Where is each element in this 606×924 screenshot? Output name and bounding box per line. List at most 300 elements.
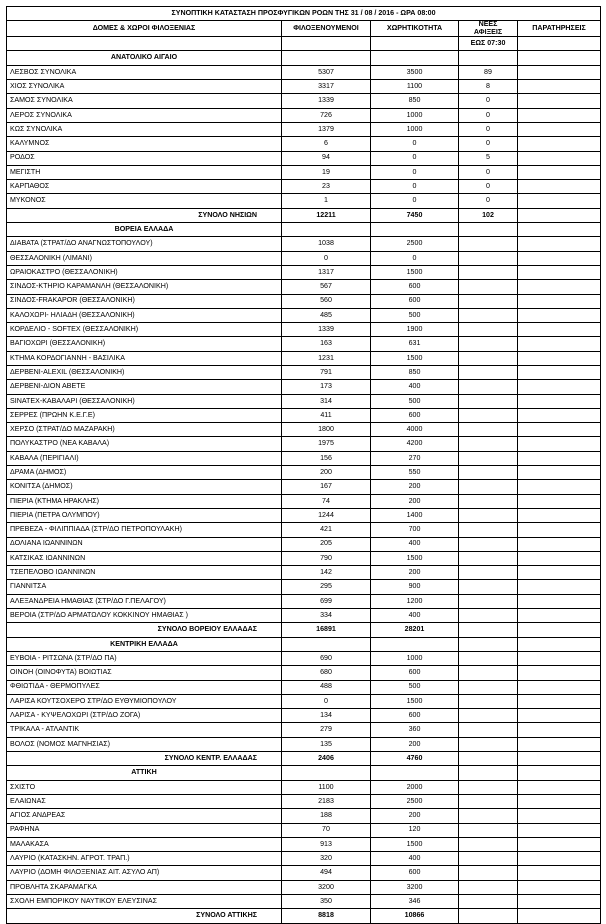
facility-name: ΚΑΤΣΙΚΑΣ ΙΩΑΝΝΙΝΩΝ bbox=[7, 551, 282, 565]
section-total-capacity: 4760 bbox=[371, 752, 459, 766]
hosted-value: 567 bbox=[282, 280, 371, 294]
remarks-value bbox=[518, 194, 601, 208]
capacity-value: 200 bbox=[371, 480, 459, 494]
remarks-value bbox=[518, 394, 601, 408]
table-row bbox=[7, 780, 601, 794]
new-arrivals-value bbox=[459, 251, 518, 265]
section-title: ΚΕΝΤΡΙΚΗ ΕΛΛΑΔΑ bbox=[7, 637, 282, 651]
capacity-value: 1500 bbox=[371, 837, 459, 851]
remarks-value bbox=[518, 323, 601, 337]
table-header-row bbox=[7, 21, 601, 37]
hosted-value: 494 bbox=[282, 866, 371, 880]
hosted-value: 94 bbox=[282, 151, 371, 165]
table-row bbox=[7, 809, 601, 823]
section-total-arrivals bbox=[459, 623, 518, 637]
capacity-value: 0 bbox=[371, 194, 459, 208]
section-total-arrivals: 102 bbox=[459, 208, 518, 222]
capacity-value: 600 bbox=[371, 666, 459, 680]
capacity-value: 1000 bbox=[371, 122, 459, 136]
new-arrivals-value bbox=[459, 551, 518, 565]
new-arrivals-value bbox=[459, 680, 518, 694]
capacity-value: 4000 bbox=[371, 423, 459, 437]
table-row bbox=[7, 523, 601, 537]
capacity-value: 1100 bbox=[371, 80, 459, 94]
column-header-name: ΔΟΜΕΣ & ΧΩΡΟΙ ΦΙΛΟΞΕΝΙΑΣ bbox=[7, 21, 282, 37]
facility-name: ΛΑΡΙΣΑ ΚΟΥΤΣΟΧΕΡΟ ΣΤΡ/ΔΟ ΕΥΘΥΜΙΟΠΟΥΛΟΥ bbox=[7, 694, 282, 708]
capacity-value: 400 bbox=[371, 380, 459, 394]
table-row bbox=[7, 237, 601, 251]
remarks-value bbox=[518, 666, 601, 680]
capacity-value: 500 bbox=[371, 308, 459, 322]
new-arrivals-value bbox=[459, 508, 518, 522]
capacity-value: 850 bbox=[371, 94, 459, 108]
remarks-value bbox=[518, 894, 601, 908]
hosted-value: 350 bbox=[282, 894, 371, 908]
new-arrivals-value bbox=[459, 466, 518, 480]
hosted-value: 913 bbox=[282, 837, 371, 851]
capacity-value: 1000 bbox=[371, 651, 459, 665]
capacity-value: 2500 bbox=[371, 237, 459, 251]
hosted-value: 334 bbox=[282, 609, 371, 623]
capacity-value: 600 bbox=[371, 408, 459, 422]
section-capacity-cell bbox=[371, 223, 459, 237]
table-row bbox=[7, 308, 601, 322]
hosted-value: 135 bbox=[282, 737, 371, 751]
hosted-value: 690 bbox=[282, 651, 371, 665]
table-row bbox=[7, 180, 601, 194]
hosted-value: 156 bbox=[282, 451, 371, 465]
facility-name: ΤΣΕΠΕΛΟΒΟ ΙΩΑΝΝΙΝΩΝ bbox=[7, 566, 282, 580]
hosted-value: 791 bbox=[282, 366, 371, 380]
capacity-value: 0 bbox=[371, 137, 459, 151]
table-row bbox=[7, 94, 601, 108]
remarks-value bbox=[518, 508, 601, 522]
new-arrivals-value bbox=[459, 494, 518, 508]
section-total-label: ΣΥΝΟΛΟ ΚΕΝΤΡ. ΕΛΛΑΔΑΣ bbox=[7, 752, 282, 766]
hosted-value: 173 bbox=[282, 380, 371, 394]
new-arrivals-value: 0 bbox=[459, 165, 518, 179]
facility-name: ΠΙΕΡΙΑ (ΚΤΗΜΑ ΗΡΑΚΛΗΣ) bbox=[7, 494, 282, 508]
remarks-value bbox=[518, 408, 601, 422]
new-arrivals-value: 5 bbox=[459, 151, 518, 165]
new-arrivals-value bbox=[459, 651, 518, 665]
capacity-value: 500 bbox=[371, 680, 459, 694]
new-arrivals-value bbox=[459, 523, 518, 537]
hosted-value: 1231 bbox=[282, 351, 371, 365]
remarks-value bbox=[518, 237, 601, 251]
facility-name: ΑΓΙΟΣ ΑΝΔΡΕΑΣ bbox=[7, 809, 282, 823]
subheader-capacity-cell bbox=[371, 37, 459, 51]
capacity-value: 200 bbox=[371, 737, 459, 751]
capacity-value: 2500 bbox=[371, 794, 459, 808]
capacity-value: 3500 bbox=[371, 65, 459, 79]
new-arrivals-value: 0 bbox=[459, 180, 518, 194]
capacity-value: 500 bbox=[371, 394, 459, 408]
facility-name: ΚΤΗΜΑ ΚΟΡΔΟΓΙΑΝΝΗ - ΒΑΣΙΛΙΚΑ bbox=[7, 351, 282, 365]
hosted-value: 70 bbox=[282, 823, 371, 837]
capacity-value: 1200 bbox=[371, 594, 459, 608]
table-row bbox=[7, 323, 601, 337]
remarks-value bbox=[518, 723, 601, 737]
new-arrivals-value bbox=[459, 308, 518, 322]
refugee-flows-table bbox=[6, 6, 601, 924]
hosted-value: 3200 bbox=[282, 880, 371, 894]
table-row bbox=[7, 794, 601, 808]
facility-name: ΑΛΕΞΑΝΔΡΕΙΑ ΗΜΑΘΙΑΣ (ΣΤΡ/ΔΟ Γ.ΠΕΛΑΓΟΥ) bbox=[7, 594, 282, 608]
table-row bbox=[7, 737, 601, 751]
new-arrivals-value bbox=[459, 823, 518, 837]
hosted-value: 1975 bbox=[282, 437, 371, 451]
new-arrivals-value bbox=[459, 809, 518, 823]
remarks-value bbox=[518, 94, 601, 108]
table-row bbox=[7, 823, 601, 837]
capacity-value: 700 bbox=[371, 523, 459, 537]
table-row bbox=[7, 666, 601, 680]
table-row bbox=[7, 651, 601, 665]
hosted-value: 205 bbox=[282, 537, 371, 551]
facility-name: ΚΑΡΠΑΘΟΣ bbox=[7, 180, 282, 194]
hosted-value: 699 bbox=[282, 594, 371, 608]
section-total-row bbox=[7, 208, 601, 222]
capacity-value: 1900 bbox=[371, 323, 459, 337]
new-arrivals-value bbox=[459, 566, 518, 580]
capacity-value: 0 bbox=[371, 151, 459, 165]
table-row bbox=[7, 837, 601, 851]
column-header-remarks: ΠΑΡΑΤΗΡΗΣΕΙΣ bbox=[518, 21, 601, 37]
facility-name: ΠΟΛΥΚΑΣΤΡΟ (ΝΕΑ ΚΑΒΑΛΑ) bbox=[7, 437, 282, 451]
section-total-hosted: 2406 bbox=[282, 752, 371, 766]
new-arrivals-value bbox=[459, 837, 518, 851]
table-row bbox=[7, 366, 601, 380]
capacity-value: 550 bbox=[371, 466, 459, 480]
remarks-value bbox=[518, 423, 601, 437]
remarks-value bbox=[518, 165, 601, 179]
hosted-value: 163 bbox=[282, 337, 371, 351]
remarks-value bbox=[518, 880, 601, 894]
facility-name: ΚΟΡΔΕΛΙΟ - SOFTEX (ΘΕΣΣΑΛΟΝΙΚΗ) bbox=[7, 323, 282, 337]
facility-name: ΧΕΡΣΟ (ΣΤΡΑΤ/ΔΟ ΜΑΖΑΡΑΚΗ) bbox=[7, 423, 282, 437]
new-arrivals-value bbox=[459, 294, 518, 308]
new-arrivals-value bbox=[459, 794, 518, 808]
new-arrivals-value bbox=[459, 737, 518, 751]
section-hosted-cell bbox=[282, 766, 371, 780]
hosted-value: 0 bbox=[282, 694, 371, 708]
facility-name: ΣΑΜΟΣ ΣΥΝΟΛΙΚΑ bbox=[7, 94, 282, 108]
capacity-value: 360 bbox=[371, 723, 459, 737]
facility-name: ΚΑΛΟΧΩΡΙ- ΗΛΙΑΔΗ (ΘΕΣΣΑΛΟΝΙΚΗ) bbox=[7, 308, 282, 322]
facility-name: SINATEX-ΚΑΒΑΛΑΡΙ (ΘΕΣΣΑΛΟΝΙΚΗ) bbox=[7, 394, 282, 408]
remarks-value bbox=[518, 823, 601, 837]
section-total-capacity: 7450 bbox=[371, 208, 459, 222]
table-row bbox=[7, 880, 601, 894]
hosted-value: 5307 bbox=[282, 65, 371, 79]
remarks-value bbox=[518, 108, 601, 122]
table-row bbox=[7, 108, 601, 122]
hosted-value: 314 bbox=[282, 394, 371, 408]
hosted-value: 680 bbox=[282, 666, 371, 680]
subheader-hosted-cell bbox=[282, 37, 371, 51]
new-arrivals-value: 0 bbox=[459, 122, 518, 136]
facility-name: ΒΑΓΙΟΧΩΡΙ (ΘΕΣΣΑΛΟΝΙΚΗ) bbox=[7, 337, 282, 351]
table-row bbox=[7, 680, 601, 694]
facility-name: ΘΕΣΣΑΛΟΝΙΚΗ (ΛΙΜΑΝΙ) bbox=[7, 251, 282, 265]
new-arrivals-value bbox=[459, 694, 518, 708]
capacity-value: 400 bbox=[371, 537, 459, 551]
capacity-value: 400 bbox=[371, 609, 459, 623]
section-total-arrivals bbox=[459, 752, 518, 766]
facility-name: ΔΕΡΒΕΝΙ-ALEXIL (ΘΕΣΣΑΛΟΝΙΚΗ) bbox=[7, 366, 282, 380]
new-arrivals-value bbox=[459, 237, 518, 251]
capacity-value: 346 bbox=[371, 894, 459, 908]
table-row bbox=[7, 566, 601, 580]
hosted-value: 167 bbox=[282, 480, 371, 494]
section-header-row bbox=[7, 51, 601, 65]
remarks-value bbox=[518, 852, 601, 866]
hosted-value: 560 bbox=[282, 294, 371, 308]
table-row bbox=[7, 723, 601, 737]
hosted-value: 6 bbox=[282, 137, 371, 151]
new-arrivals-value bbox=[459, 408, 518, 422]
remarks-value bbox=[518, 594, 601, 608]
hosted-value: 790 bbox=[282, 551, 371, 565]
table-row bbox=[7, 866, 601, 880]
remarks-value bbox=[518, 709, 601, 723]
new-arrivals-value bbox=[459, 580, 518, 594]
section-header-row bbox=[7, 223, 601, 237]
table-row bbox=[7, 709, 601, 723]
section-total-row bbox=[7, 909, 601, 923]
section-arrivals-cell bbox=[459, 766, 518, 780]
subheader-name-cell bbox=[7, 37, 282, 51]
facility-name: ΤΡΙΚΑΛΑ - ΑΤΛΑΝΤΙΚ bbox=[7, 723, 282, 737]
section-capacity-cell bbox=[371, 51, 459, 65]
hosted-value: 134 bbox=[282, 709, 371, 723]
section-remarks-cell bbox=[518, 51, 601, 65]
facility-name: ΣΧΙΣΤΟ bbox=[7, 780, 282, 794]
facility-name: ΛΕΣΒΟΣ ΣΥΝΟΛΙΚΑ bbox=[7, 65, 282, 79]
hosted-value: 1100 bbox=[282, 780, 371, 794]
remarks-value bbox=[518, 151, 601, 165]
table-row bbox=[7, 423, 601, 437]
facility-name: ΜΑΛΑΚΑΣΑ bbox=[7, 837, 282, 851]
section-total-row bbox=[7, 752, 601, 766]
table-row bbox=[7, 265, 601, 279]
table-row bbox=[7, 494, 601, 508]
new-arrivals-value bbox=[459, 880, 518, 894]
facility-name: ΧΙΟΣ ΣΥΝΟΛΙΚΑ bbox=[7, 80, 282, 94]
capacity-value: 1500 bbox=[371, 351, 459, 365]
subheader-remarks-cell bbox=[518, 37, 601, 51]
column-header-capacity: ΧΩΡΗΤΙΚΟΤΗΤΑ bbox=[371, 21, 459, 37]
section-total-remarks bbox=[518, 752, 601, 766]
hosted-value: 411 bbox=[282, 408, 371, 422]
new-arrivals-value bbox=[459, 351, 518, 365]
new-arrivals-value: 8 bbox=[459, 80, 518, 94]
section-total-capacity: 28201 bbox=[371, 623, 459, 637]
remarks-value bbox=[518, 551, 601, 565]
facility-name: ΔΟΛΙΑΝΑ ΙΩΑΝΝΙΝΩΝ bbox=[7, 537, 282, 551]
hosted-value: 1339 bbox=[282, 94, 371, 108]
table-row bbox=[7, 394, 601, 408]
new-arrivals-value bbox=[459, 609, 518, 623]
new-arrivals-value bbox=[459, 451, 518, 465]
hosted-value: 142 bbox=[282, 566, 371, 580]
remarks-value bbox=[518, 680, 601, 694]
capacity-value: 200 bbox=[371, 566, 459, 580]
capacity-value: 1400 bbox=[371, 508, 459, 522]
section-total-hosted: 8818 bbox=[282, 909, 371, 923]
hosted-value: 279 bbox=[282, 723, 371, 737]
remarks-value bbox=[518, 251, 601, 265]
facility-name: ΣΙΝΔΟΣ-ΚΤΗΡΙΟ ΚΑΡΑΜΑΝΛΗ (ΘΕΣΣΑΛΟΝΙΚΗ) bbox=[7, 280, 282, 294]
capacity-value: 2000 bbox=[371, 780, 459, 794]
facility-name: ΛΑΡΙΣΑ - ΚΥΨΕΛΟΧΩΡΙ (ΣΤΡ/ΔΟ ΖΟΓΑ) bbox=[7, 709, 282, 723]
capacity-value: 0 bbox=[371, 251, 459, 265]
column-header-new-arrivals-line1: ΝΕΕΣ bbox=[478, 20, 498, 29]
section-total-row bbox=[7, 623, 601, 637]
new-arrivals-value bbox=[459, 265, 518, 279]
remarks-value bbox=[518, 265, 601, 279]
table-row bbox=[7, 294, 601, 308]
capacity-value: 900 bbox=[371, 580, 459, 594]
facility-name: ΔΙΑΒΑΤΑ (ΣΤΡΑΤ/ΔΟ ΑΝΑΓΝΩΣΤΟΠΟΥΛΟΥ) bbox=[7, 237, 282, 251]
table-row bbox=[7, 480, 601, 494]
hosted-value: 421 bbox=[282, 523, 371, 537]
capacity-value: 1500 bbox=[371, 694, 459, 708]
table-row bbox=[7, 122, 601, 136]
remarks-value bbox=[518, 837, 601, 851]
new-arrivals-value bbox=[459, 866, 518, 880]
remarks-value bbox=[518, 280, 601, 294]
table-row bbox=[7, 380, 601, 394]
facility-name: ΚΟΝΙΤΣΑ (ΔΗΜΟΣ) bbox=[7, 480, 282, 494]
section-total-arrivals bbox=[459, 909, 518, 923]
remarks-value bbox=[518, 137, 601, 151]
new-arrivals-value bbox=[459, 594, 518, 608]
table-row bbox=[7, 80, 601, 94]
section-header-row bbox=[7, 637, 601, 651]
remarks-value bbox=[518, 780, 601, 794]
remarks-value bbox=[518, 737, 601, 751]
section-total-remarks bbox=[518, 623, 601, 637]
new-arrivals-value bbox=[459, 437, 518, 451]
new-arrivals-value bbox=[459, 709, 518, 723]
hosted-value: 1244 bbox=[282, 508, 371, 522]
capacity-value: 1500 bbox=[371, 551, 459, 565]
hosted-value: 0 bbox=[282, 251, 371, 265]
new-arrivals-value bbox=[459, 666, 518, 680]
table-row bbox=[7, 537, 601, 551]
hosted-value: 1379 bbox=[282, 122, 371, 136]
new-arrivals-value: 0 bbox=[459, 108, 518, 122]
hosted-value: 2183 bbox=[282, 794, 371, 808]
facility-name: ΛΕΡΟΣ ΣΥΝΟΛΙΚΑ bbox=[7, 108, 282, 122]
capacity-value: 270 bbox=[371, 451, 459, 465]
remarks-value bbox=[518, 651, 601, 665]
section-remarks-cell bbox=[518, 766, 601, 780]
table-row bbox=[7, 65, 601, 79]
facility-name: ΠΡΕΒΕΖΑ - ΦΙΛΙΠΠΙΑΔΑ (ΣΤΡ/ΔΟ ΠΕΤΡΟΠΟΥΛΑΚΗ) bbox=[7, 523, 282, 537]
remarks-value bbox=[518, 380, 601, 394]
section-title: ΒΟΡΕΙΑ ΕΛΛΑΔΑ bbox=[7, 223, 282, 237]
hosted-value: 188 bbox=[282, 809, 371, 823]
hosted-value: 19 bbox=[282, 165, 371, 179]
remarks-value bbox=[518, 451, 601, 465]
new-arrivals-value bbox=[459, 537, 518, 551]
table-subheader-row bbox=[7, 37, 601, 51]
table-row bbox=[7, 609, 601, 623]
hosted-value: 1800 bbox=[282, 423, 371, 437]
facility-name: ΜΕΓΙΣΤΗ bbox=[7, 165, 282, 179]
capacity-value: 200 bbox=[371, 494, 459, 508]
remarks-value bbox=[518, 80, 601, 94]
hosted-value: 485 bbox=[282, 308, 371, 322]
facility-name: ΣΙΝΔΟΣ-FRAKAPOR (ΘΕΣΣΑΛΟΝΙΚΗ) bbox=[7, 294, 282, 308]
remarks-value bbox=[518, 609, 601, 623]
section-hosted-cell bbox=[282, 51, 371, 65]
capacity-value: 1000 bbox=[371, 108, 459, 122]
facility-name: ΚΑΒΑΛΑ (ΠΕΡΙΓΙΑΛΙ) bbox=[7, 451, 282, 465]
remarks-value bbox=[518, 180, 601, 194]
remarks-value bbox=[518, 466, 601, 480]
facility-name: ΦΘΙΩΤΙΔΑ - ΘΕΡΜΟΠΥΛΕΣ bbox=[7, 680, 282, 694]
table-row bbox=[7, 852, 601, 866]
section-total-remarks bbox=[518, 208, 601, 222]
remarks-value bbox=[518, 494, 601, 508]
hosted-value: 1317 bbox=[282, 265, 371, 279]
table-row bbox=[7, 594, 601, 608]
facility-name: ΠΙΕΡΙΑ (ΠΕΤΡΑ ΟΛΥΜΠΟΥ) bbox=[7, 508, 282, 522]
capacity-value: 850 bbox=[371, 366, 459, 380]
remarks-value bbox=[518, 566, 601, 580]
hosted-value: 3317 bbox=[282, 80, 371, 94]
hosted-value: 1038 bbox=[282, 237, 371, 251]
new-arrivals-value: 89 bbox=[459, 65, 518, 79]
new-arrivals-value bbox=[459, 852, 518, 866]
facility-name: ΕΛΑΙΩΝΑΣ bbox=[7, 794, 282, 808]
new-arrivals-value bbox=[459, 894, 518, 908]
capacity-value: 0 bbox=[371, 165, 459, 179]
table-row bbox=[7, 337, 601, 351]
new-arrivals-value bbox=[459, 480, 518, 494]
facility-name: ΟΙΝΟΗ (ΟΙΝΟΦΥΤΑ) ΒΟΙΩΤΙΑΣ bbox=[7, 666, 282, 680]
remarks-value bbox=[518, 809, 601, 823]
table-row bbox=[7, 508, 601, 522]
remarks-value bbox=[518, 337, 601, 351]
hosted-value: 726 bbox=[282, 108, 371, 122]
remarks-value bbox=[518, 794, 601, 808]
table-row bbox=[7, 466, 601, 480]
table-row bbox=[7, 251, 601, 265]
report-title-row bbox=[7, 7, 601, 21]
table-row bbox=[7, 551, 601, 565]
hosted-value: 200 bbox=[282, 466, 371, 480]
facility-name: ΡΑΦΗΝΑ bbox=[7, 823, 282, 837]
section-title: ΑΝΑΤΟΛΙΚΟ ΑΙΓΑΙΟ bbox=[7, 51, 282, 65]
subheader-arrivals-until: ΕΩΣ 07:30 bbox=[459, 37, 518, 51]
facility-name: ΛΑΥΡΙΟ (ΚΑΤΑΣΚΗΝ. ΑΓΡΟΤ. ΤΡΑΠ.) bbox=[7, 852, 282, 866]
new-arrivals-value bbox=[459, 323, 518, 337]
table-row bbox=[7, 194, 601, 208]
remarks-value bbox=[518, 523, 601, 537]
capacity-value: 600 bbox=[371, 709, 459, 723]
section-header-row bbox=[7, 766, 601, 780]
new-arrivals-value bbox=[459, 780, 518, 794]
capacity-value: 600 bbox=[371, 294, 459, 308]
hosted-value: 23 bbox=[282, 180, 371, 194]
facility-name: ΕΥΒΟΙΑ - ΡΙΤΣΩΝΑ (ΣΤΡ/ΔΟ ΠΑ) bbox=[7, 651, 282, 665]
section-total-hosted: 16891 bbox=[282, 623, 371, 637]
